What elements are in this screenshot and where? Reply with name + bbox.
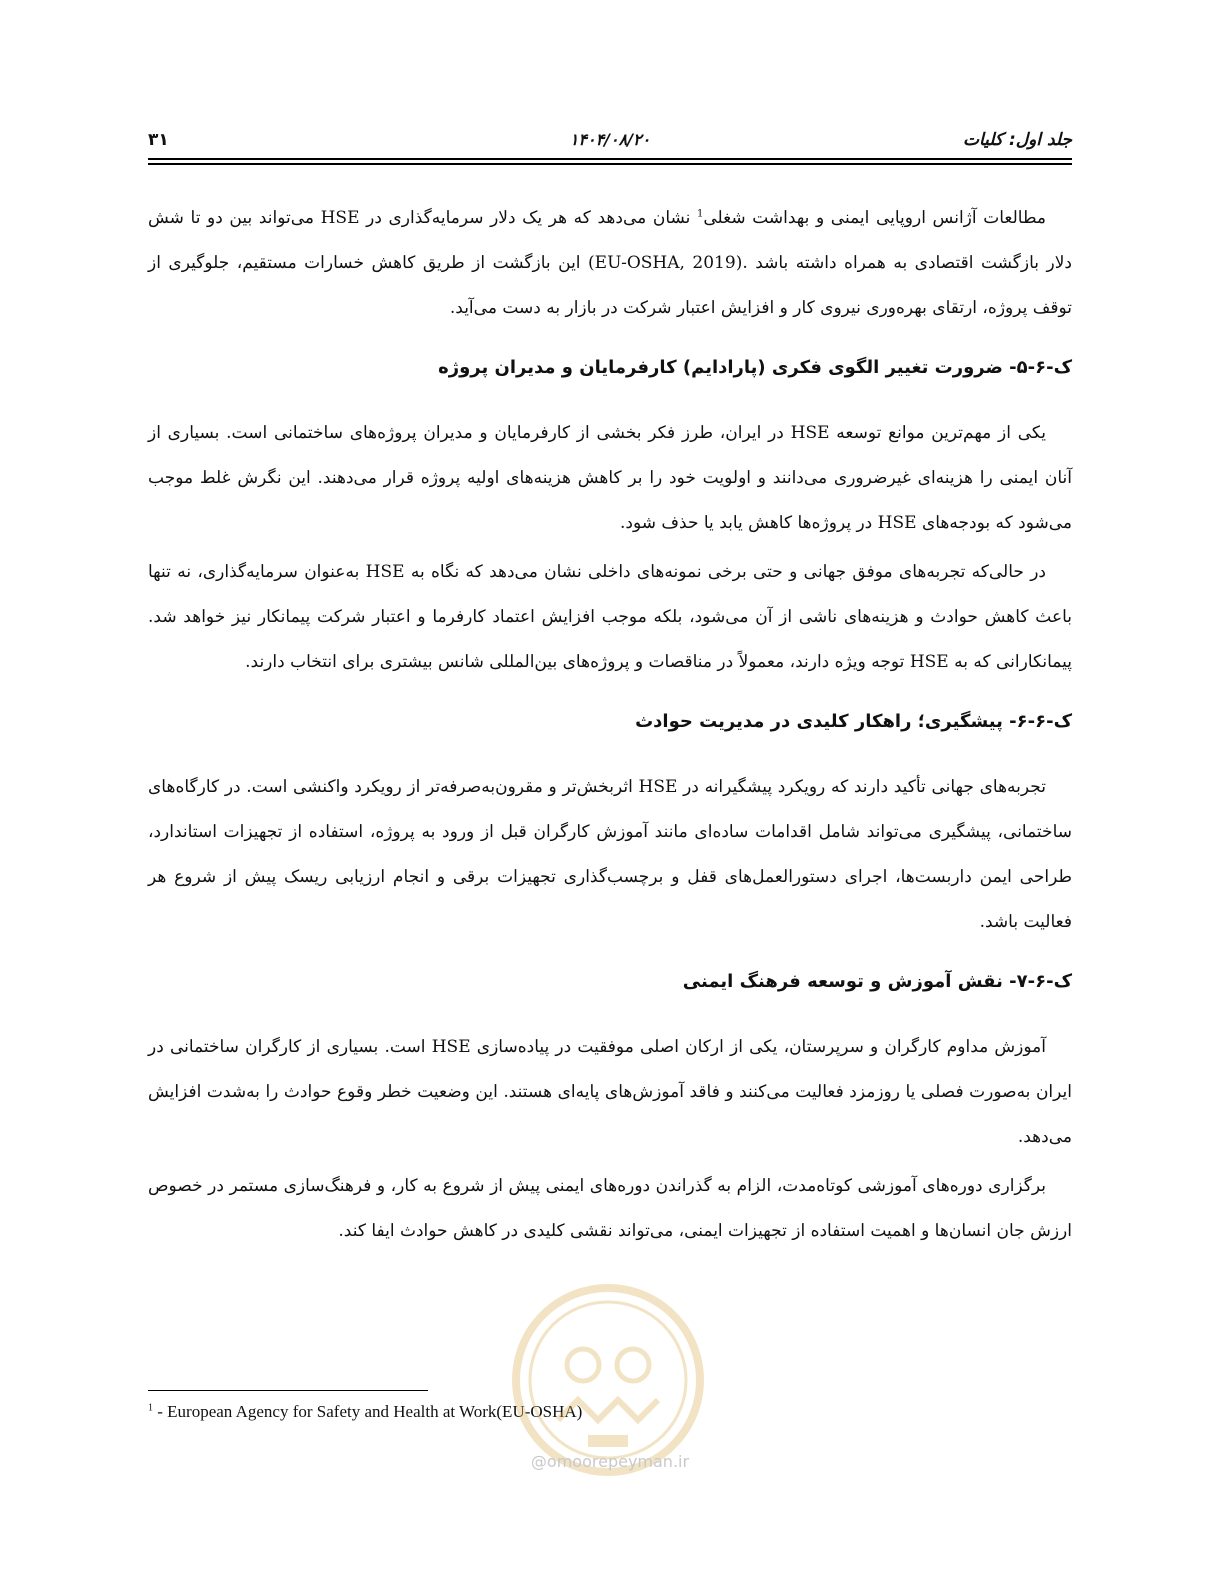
- page-body: [148, 196, 1072, 1254]
- section-7-paragraph-2: برگزاری دوره‌های آموزشی کوتاه‌مدت، الزام به گذراندن دوره‌های ایمنی پیش از شروع به کار، و فرهنگ‌سازی مستمر در خصوص ارزش جان انسان‌ها و اهمیت استفاده از تجهیزات ایمنی، می‌تواند نقشی کلیدی در کاهش حوادث ایفا کند.: [148, 1176, 1072, 1241]
- header-rule-top: [148, 158, 1072, 160]
- intro-paragraph: مطالعات آژانس اروپایی ایمنی و بهداشت شغلی$^1$ نشان می‌دهد که هر یک دلار سرمایه‌گذاری در HSE می‌تواند بین دو تا شش دلار بازگشت اقتصادی به همراه داشته باشد .(EU-OSHA, 2019) این بازگشت از طریق کاهش خسارات مستقیم، جلوگیری از توقف پروژه، ارتقای بهره‌وری نیروی کار و افزایش اعتبار شرکت در بازار به دست می‌آید.: [148, 208, 1072, 318]
- header-rule-bottom: [148, 163, 1072, 165]
- section-5-paragraph-1: یکی از مهم‌ترین موانع توسعه HSE در ایران، طرز فکر بخشی از کارفرمایان و مدیران پروژه‌های ساختمانی است. بسیاری از آنان ایمنی را هزینه‌ای غیرضروری می‌دانند و اولویت خود را بر کاهش هزینه‌های اولیه پروژه قرار می‌دهند. این نگرش غلط موجب می‌شود که بودجه‌های HSE در پروژه‌ها کاهش یابد یا حذف شود.: [148, 423, 1072, 533]
- header-date: ۱۴۰۴/۰۸/۲۰: [569, 130, 651, 149]
- page-number: ۳۱: [148, 130, 169, 150]
- section-5-title: ک-۶-۵- ضرورت تغییر الگوی فکری (پارادایم) کارفرمایان و مدیران پروژه: [438, 357, 1072, 378]
- section-6-paragraph-1: تجربه‌های جهانی تأکید دارند که رویکرد پیشگیرانه در HSE اثربخش‌تر و مقرون‌به‌صرفه‌تر از رویکرد واکنشی است. در کارگاه‌های ساختمانی، پیشگیری می‌تواند شامل اقدامات ساده‌ای مانند آموزش کارگران قبل از ورود به پروژه، استفاده از تجهیزات استاندارد، طراحی ایمن داربست‌ها، اجرای دستورالعمل‌های قفل و برچسب‌گذاری تجهیزات برقی و انجام ارزیابی ریسک پیش از شروع هر فعالیت باشد.: [148, 777, 1072, 932]
- section-5-paragraph-2: در حالی‌که تجربه‌های موفق جهانی و حتی برخی نمونه‌های داخلی نشان می‌دهد که نگاه به HSE به‌عنوان سرمایه‌گذاری، نه تنها باعث کاهش حوادث و هزینه‌های ناشی از آن می‌شود، بلکه موجب افزایش اعتماد کارفرما و اعتبار شرکت پیمانکار نیز خواهد شد. پیمانکارانی که به HSE توجه ویژه دارند، معمولاً در مناقصات و پروژه‌های بین‌المللی شانس بیشتری برای انتخاب دارند.: [148, 562, 1072, 672]
- watermark-url: @omoorepeyman.ir: [530, 1452, 690, 1471]
- section-6-title: ک-۶-۶- پیشگیری؛ راهکار کلیدی در مدیریت حوادث: [635, 711, 1072, 732]
- section-7-title: ک-۶-۷- نقش آموزش و توسعه فرهنگ ایمنی: [682, 971, 1072, 992]
- page-header: [148, 118, 1072, 158]
- footnote: $^1$ - European Agency for Safety and Health at Work(EU-OSHA): [148, 1402, 583, 1421]
- section-7-paragraph-1: آموزش مداوم کارگران و سرپرستان، یکی از ارکان اصلی موفقیت در پیاده‌سازی HSE است. بسیاری از کارگران ساختمانی در ایران به‌صورت فصلی یا روزمزد فعالیت می‌کنند و فاقد آموزش‌های پایه‌ای هستند. این وضعیت خطر وقوع حوادث را به‌شدت افزایش می‌دهد.: [148, 1037, 1072, 1147]
- volume-title: جلد اول: کلیات: [962, 130, 1072, 150]
- seal-icon: [508, 1270, 708, 1510]
- footnote-separator: [148, 1390, 428, 1391]
- footnote-ref[interactable]: 1: [697, 208, 704, 220]
